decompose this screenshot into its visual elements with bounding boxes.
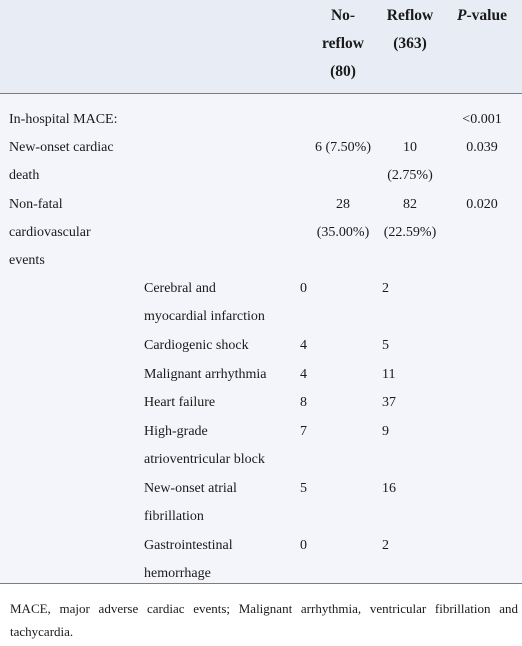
row-arrhythmia-label: Malignant arrhythmia	[144, 367, 267, 382]
row-cerebral-reflow: 2	[382, 281, 389, 296]
row-gi-reflow: 2	[382, 538, 389, 553]
row-nonfatal-label-line1: Non-fatal	[9, 197, 63, 212]
row-fibrillation-noreflow: 5	[300, 481, 307, 496]
row-shock-label: Cardiogenic shock	[144, 338, 249, 353]
row-nonfatal-reflow-line1: 82	[403, 197, 417, 212]
row-cerebral-label-line2: myocardial infarction	[144, 309, 265, 324]
header-pvalue-rest: -value	[466, 7, 507, 24]
header-noreflow-line2: reflow	[322, 35, 364, 52]
row-nonfatal-noreflow-line2: (35.00%)	[316, 225, 370, 240]
row-death-label-line2: death	[9, 168, 40, 183]
row-nonfatal-noreflow-line1: 28	[336, 197, 350, 212]
row-arrhythmia-noreflow: 4	[300, 367, 307, 382]
row-failure-reflow: 37	[382, 395, 396, 410]
row-failure-label: Heart failure	[144, 395, 216, 410]
row-mace-label: In-hospital MACE:	[9, 112, 118, 127]
row-fibrillation-label-line1: New-onset atrial	[144, 481, 237, 496]
row-gi-noreflow: 0	[300, 538, 307, 553]
row-death-pvalue: 0.039	[466, 140, 498, 155]
row-shock-reflow: 5	[382, 338, 389, 353]
row-death-reflow-line1: 10	[403, 140, 417, 155]
row-avblock-label-line1: High-grade	[144, 424, 208, 439]
row-shock-noreflow: 4	[300, 338, 307, 353]
header-reflow-line2: (363)	[393, 35, 427, 52]
bottom-rule	[0, 583, 522, 584]
header-reflow-line1: Reflow	[386, 7, 434, 24]
row-nonfatal-label-line2: cardiovascular	[9, 225, 91, 240]
header-pvalue-italic: P	[457, 7, 467, 24]
row-avblock-noreflow: 7	[300, 424, 307, 439]
row-gi-label-line2: hemorrhage	[144, 566, 211, 581]
header-pvalue	[444, 2, 520, 30]
row-nonfatal-pvalue: 0.020	[466, 197, 498, 212]
header-noreflow-line3: (80)	[330, 63, 356, 80]
row-arrhythmia-reflow: 11	[382, 367, 396, 382]
row-fibrillation-label-line2: fibrillation	[144, 509, 204, 524]
header-noreflow-line1: No-	[330, 7, 356, 24]
row-fibrillation-reflow: 16	[382, 481, 396, 496]
row-nonfatal-label-line3: events	[9, 253, 45, 268]
row-cerebral-noreflow: 0	[300, 281, 307, 296]
row-avblock-label-line2: atrioventricular block	[144, 452, 265, 467]
row-avblock-reflow: 9	[382, 424, 389, 439]
row-nonfatal-reflow-line2: (22.59%)	[383, 225, 437, 240]
row-death-reflow-line2: (2.75%)	[387, 168, 433, 183]
row-death-noreflow: 6 (7.50%)	[315, 140, 371, 155]
row-cerebral-label-line1: Cerebral and	[144, 281, 216, 296]
row-gi-label-line1: Gastrointestinal	[144, 538, 233, 553]
table-footnote: MACE, major adverse cardiac events; Malignant arrhythmia, ventricular fibrillation and tachycardia.	[10, 601, 518, 639]
row-death-label-line1: New-onset cardiac	[9, 140, 114, 155]
row-mace-pvalue: <0.001	[462, 112, 502, 127]
row-failure-noreflow: 8	[300, 395, 307, 410]
